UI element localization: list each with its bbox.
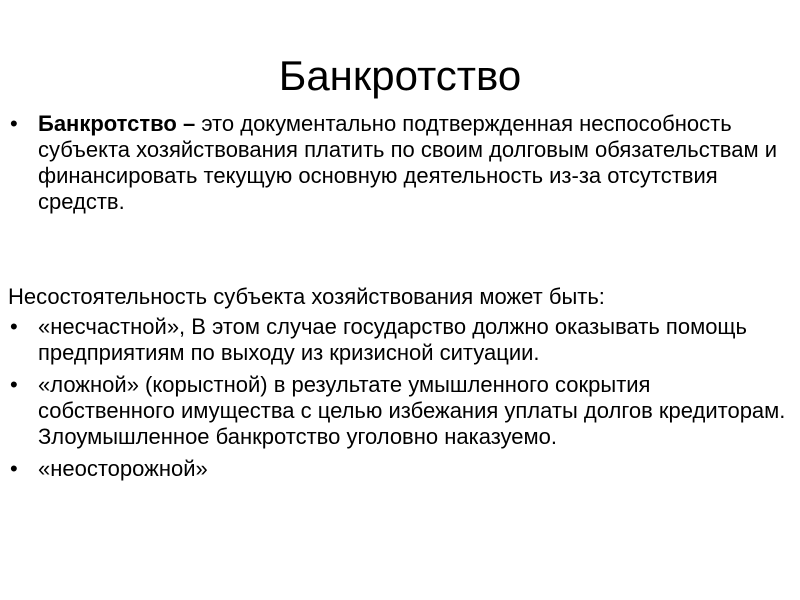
definition-text bbox=[38, 111, 792, 215]
types-list bbox=[8, 314, 792, 488]
list-item bbox=[8, 372, 792, 450]
intro-text: Несостоятельность субъекта хозяйствования может быть: bbox=[8, 284, 605, 309]
bullet-icon: • bbox=[10, 456, 18, 481]
definition-body: это документально подтвержденная неспособность субъекта хозяйствования платить по своим долговым обязательствам и финансировать текущую основную деятельность из-за отсутствия средств. bbox=[38, 111, 778, 214]
list-item bbox=[8, 111, 792, 215]
slide-title: Банкротство bbox=[278, 52, 522, 99]
definition-block bbox=[8, 111, 792, 215]
bullet-icon: • bbox=[10, 314, 18, 339]
definition-term: Банкротство – bbox=[38, 111, 202, 136]
bullet-icon: • bbox=[10, 372, 18, 397]
list-item bbox=[8, 456, 792, 482]
bullet-icon: • bbox=[10, 111, 18, 136]
list-item-text: «ложной» (корыстной) в результате умышленного сокрытия собственного имущества с целью избежания уплаты долгов кредиторам. Злоумышленное банкротство уголовно наказуемо. bbox=[38, 372, 786, 449]
list-item-text: «несчастной», В этом случае государство должно оказывать помощь предприятиям по выходу из кризисной ситуации. bbox=[38, 314, 747, 365]
list-item-text: «неосторожной» bbox=[38, 456, 208, 481]
list-item bbox=[8, 314, 792, 366]
